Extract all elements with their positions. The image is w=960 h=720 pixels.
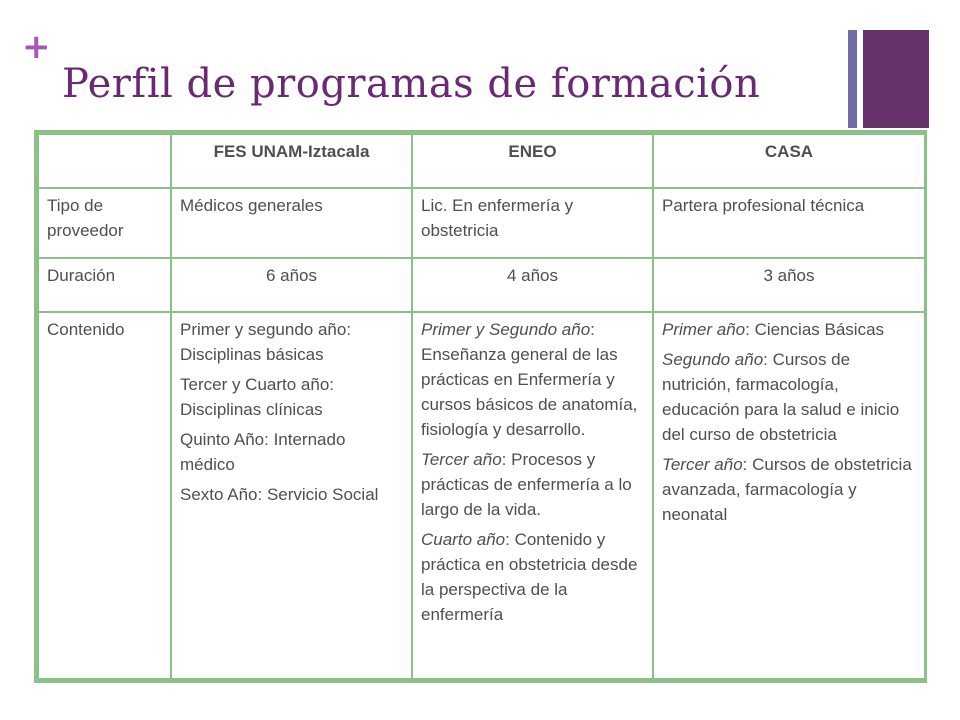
content-paragraph xyxy=(421,317,644,442)
cell-contenido-fes xyxy=(171,312,412,679)
year-description: : Contenido y práctica en obstetricia desde la perspectiva de la enfermería xyxy=(421,530,638,624)
content-paragraph: Primer y segundo año: Disciplinas básicas xyxy=(180,320,352,364)
content-paragraph xyxy=(662,317,916,342)
cell-duracion-fes: 6 años xyxy=(171,258,412,312)
comparison-table xyxy=(34,130,927,683)
year-term: Tercer año xyxy=(662,455,743,474)
decorative-bar-thin xyxy=(848,30,857,128)
content-paragraph: Sexto Año: Servicio Social xyxy=(180,485,379,504)
content-paragraph xyxy=(421,527,644,627)
year-term: Cuarto año xyxy=(421,530,506,549)
cell-tipo-casa: Partera profesional técnica xyxy=(653,188,925,258)
year-description: : Procesos y prácticas de enfermería a lo largo de la vida. xyxy=(421,450,632,519)
table-header-row xyxy=(38,134,925,188)
table-row-tipo xyxy=(38,188,925,258)
row-label-duracion: Duración xyxy=(38,258,171,312)
cell-tipo-eneo: Lic. En enfermería y obstetricia xyxy=(412,188,653,258)
row-label-tipo: Tipo de proveedor xyxy=(38,188,171,258)
year-description: : Enseñanza general de las prácticas en Enfermería y cursos básicos de anatomía, fisiología y desarrollo. xyxy=(421,320,638,439)
row-label-contenido: Contenido xyxy=(38,312,171,679)
year-term: Primer año xyxy=(662,320,746,339)
column-header-eneo: ENEO xyxy=(412,134,653,188)
content-paragraph: Tercer y Cuarto año: Disciplinas clínicas xyxy=(180,375,335,419)
content-paragraph xyxy=(421,447,644,522)
content-paragraph xyxy=(662,452,916,527)
year-term: Primer y Segundo año xyxy=(421,320,591,339)
table-corner-cell xyxy=(38,134,171,188)
cell-duracion-casa: 3 años xyxy=(653,258,925,312)
plus-icon: + xyxy=(22,27,51,67)
year-description: : Cursos de nutrición, farmacología, educación para la salud e inicio del curso de obstetricia xyxy=(662,350,900,444)
table-row-contenido xyxy=(38,312,925,679)
content-paragraph xyxy=(662,347,916,447)
content-paragraph: Quinto Año: Internado médico xyxy=(180,430,346,474)
year-description: : Cursos de obstetricia avanzada, farmacología y neonatal xyxy=(662,455,912,524)
slide-title: Perfil de programas de formación xyxy=(62,61,761,107)
cell-duracion-eneo: 4 años xyxy=(412,258,653,312)
year-term: Segundo año xyxy=(662,350,764,369)
year-term: Tercer año xyxy=(421,450,502,469)
cell-contenido-casa xyxy=(653,312,925,679)
column-header-fes: FES UNAM-Iztacala xyxy=(171,134,412,188)
decorative-bar-thick xyxy=(863,30,929,128)
column-header-casa: CASA xyxy=(653,134,925,188)
cell-tipo-fes: Médicos generales xyxy=(171,188,412,258)
year-description: : Ciencias Básicas xyxy=(745,320,885,339)
table-row-duracion xyxy=(38,258,925,312)
cell-contenido-eneo xyxy=(412,312,653,679)
